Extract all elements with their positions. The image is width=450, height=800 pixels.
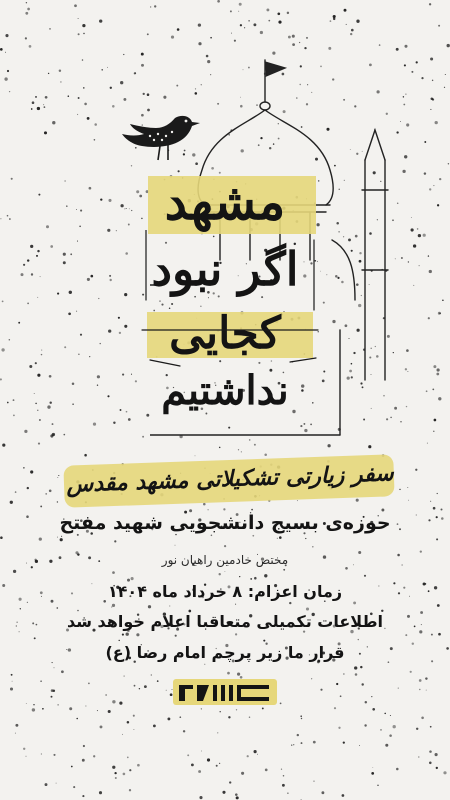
calligraphy-line-1: مشهد — [164, 172, 286, 231]
organization-title: حوزه‌ی بسیج دانشجویی شهید مفتح — [59, 512, 391, 534]
calligraphy-frame-marks — [140, 230, 320, 370]
calligraphy-line-4: نداشتیم — [161, 367, 289, 414]
bird-icon — [120, 112, 205, 164]
logo-mark — [173, 677, 277, 707]
calligraphy-line-3: کجایی — [169, 308, 281, 359]
headline: سفر زیارتی تشکیلاتی مشهد مقدس — [65, 460, 395, 498]
calligraphy-line-2: اگر نبود — [151, 242, 299, 296]
meeting-note: قرار ما زیر پرچم امام رضا (ع) — [105, 643, 345, 662]
audience-note: مختص خادمین راهیان نور — [161, 553, 289, 567]
departure-date: زمان اعزام: ۸ خرداد ماه ۱۴۰۴ — [107, 582, 343, 601]
details-note: اطلاعات تکمیلی متعاقبا اعلام خواهد شد — [67, 612, 383, 631]
